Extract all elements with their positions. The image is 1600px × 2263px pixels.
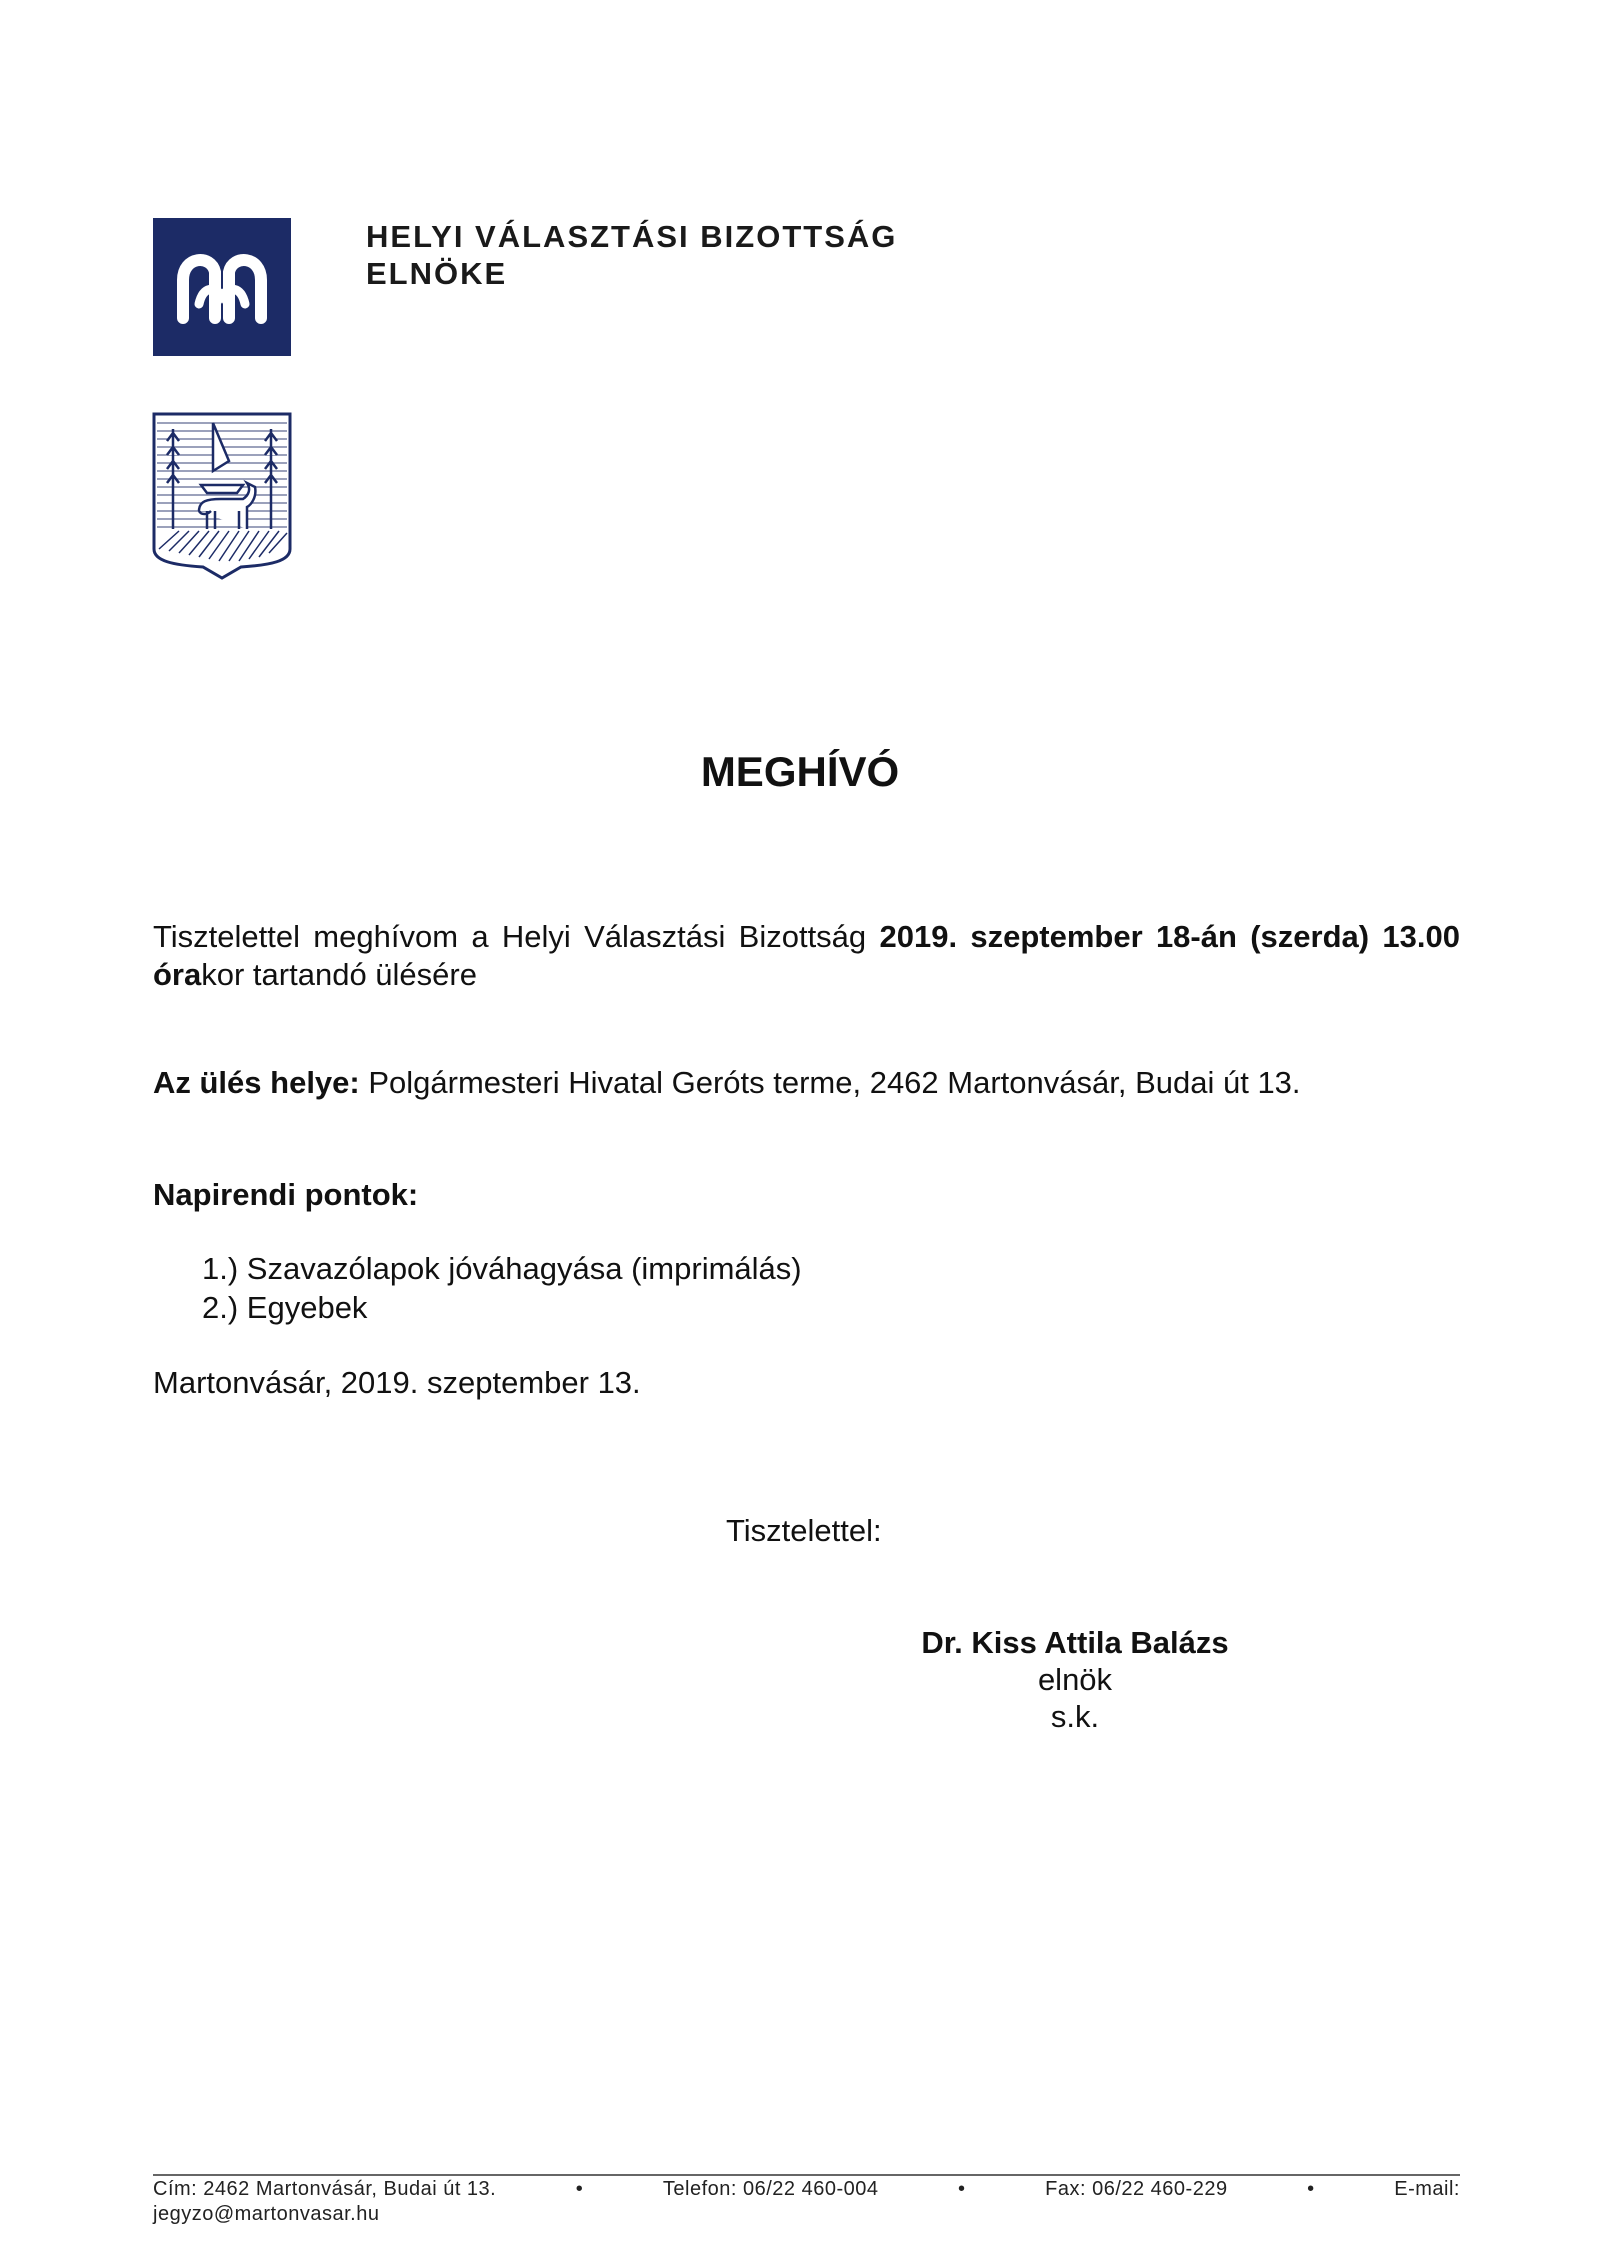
- meeting-date: 2019. szeptember 18-án (szerda): [879, 919, 1370, 954]
- place-and-date: Martonvásár, 2019. szeptember 13.: [153, 1365, 641, 1400]
- meeting-time: 13.00 óra: [153, 919, 1460, 992]
- venue-label: Az ülés helye:: [153, 1065, 360, 1100]
- footer-phone: Telefon: 06/22 460-004: [662, 2178, 879, 2200]
- election-committee-logo-icon: [153, 218, 291, 356]
- footer-separator: •: [575, 2178, 584, 2200]
- organization-header: [366, 218, 897, 292]
- signer-role: elnök: [1037, 1662, 1113, 1697]
- footer-email-label: E-mail:: [1394, 2178, 1460, 2200]
- agenda-item: 1.) Szavazólapok jóváhagyása (imprimálás): [202, 1251, 802, 1286]
- closing-salutation: Tisztelettel:: [726, 1513, 882, 1548]
- footer-separator: •: [958, 2178, 966, 2200]
- invitation-lead: Tisztelettel meghívom a Helyi Választási Bizottság: [153, 919, 867, 954]
- footer-address: Cím: 2462 Martonvásár, Budai út 13.: [153, 2178, 497, 2200]
- agenda-list: [202, 1249, 802, 1327]
- signature-note: s.k.: [1050, 1699, 1100, 1734]
- signer-name: Dr. Kiss Attila Balázs: [921, 1625, 1229, 1660]
- footer-fax: Fax: 06/22 460-229: [1045, 2178, 1228, 2200]
- agenda-heading: Napirendi pontok:: [153, 1177, 419, 1212]
- venue-value: Polgármesteri Hivatal Geróts terme, 2462 Martonvásár, Budai út 13.: [368, 1065, 1301, 1100]
- footer-contact: [153, 2177, 1460, 2227]
- organization-name: HELYI VÁLASZTÁSI BIZOTTSÁG: [366, 219, 898, 254]
- footer-separator: •: [1307, 2178, 1315, 2200]
- martonvasar-coat-of-arms-icon: [151, 411, 293, 581]
- organization-role: ELNÖKE: [366, 256, 508, 291]
- meeting-venue: [153, 1064, 1301, 1102]
- invitation-tail: kor tartandó ülésére: [201, 957, 477, 992]
- footer-divider: [153, 2174, 1460, 2176]
- document-title: MEGHÍVÓ: [700, 748, 900, 795]
- footer-email[interactable]: jegyzo@martonvasar.hu: [153, 2203, 380, 2225]
- agenda-item: 2.) Egyebek: [202, 1290, 368, 1325]
- signature-block: [840, 1624, 1310, 1735]
- invitation-paragraph: [153, 918, 1460, 994]
